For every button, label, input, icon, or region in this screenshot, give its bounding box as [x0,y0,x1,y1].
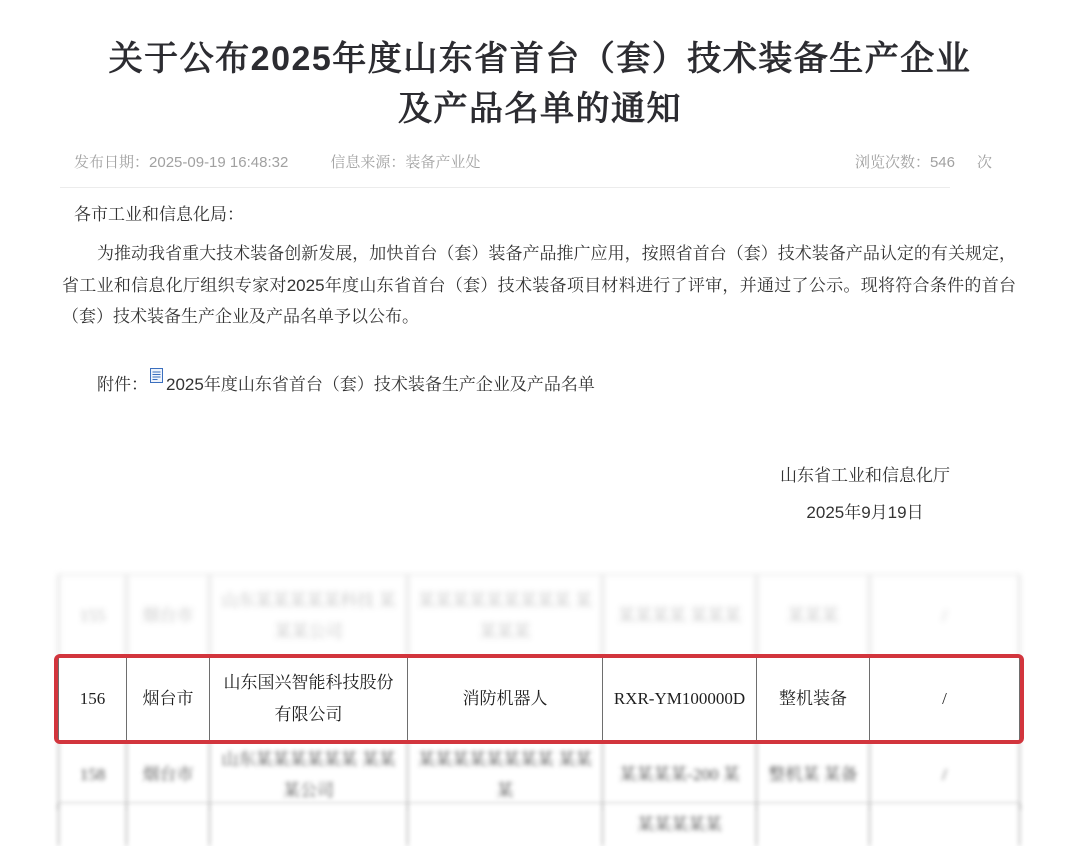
cell-model: 某某某某-200 某 [603,740,757,811]
cell-product [408,804,603,846]
attachment-label: 附件： [97,374,148,394]
table-row-blurred-above [58,574,1020,658]
info-source-label: 信息来源： [330,154,406,171]
notice-paragraph: 为推动我省重大技术装备创新发展，加快首台（套）装备产品推广应用，按照省首台（套）技术装备产品认定的有关规定，省工业和信息化厅组织专家对2025年度山东省首台（套）技术装备项目材料进行了评审，并通过了公示。现将符合条件的首台（套）技术装备生产企业及产品名单予以公布。 [62,244,1016,326]
cell-category [757,804,870,846]
cell-remark [870,804,1020,846]
cell-product: 消防机器人 [408,658,603,740]
attachment-link[interactable]: 2025年度山东省首台（套）技术装备生产企业及产品名单 [166,374,595,394]
publish-date [74,151,288,172]
cell-product: 某某某某某某某某某 某某某某 [408,575,603,658]
signature-block [780,457,950,531]
attachment-row [97,370,1020,395]
cell-no: 156 [58,658,127,740]
cell-city: 烟台市 [127,658,210,740]
cell-no [58,804,127,846]
cell-remark: / [870,740,1020,811]
publish-date-label: 发布日期： [74,154,150,171]
cell-city [127,804,210,846]
word-doc-icon [150,368,163,388]
table-row-blurred-partial [58,804,1020,846]
product-list-table [58,574,1020,846]
table-row-blurred-below [58,740,1020,804]
info-source [330,151,480,172]
cell-company: 山东国兴智能科技股份有限公司 [210,658,408,740]
cell-category: 整机装备 [757,658,870,740]
cell-category: 某某某 [757,575,870,658]
notice-page [0,34,1080,834]
publish-date-value: 2025-09-19 16:48:32 [149,154,289,171]
cell-company: 山东某某某某某科技 某某某公司 [210,575,408,658]
cell-model: RXR-YM100000D [603,658,757,740]
cell-model: 某某某某某 [603,804,757,846]
sign-date: 2025年9月19日 [806,502,924,522]
table-row-highlighted [58,658,1020,740]
page-title: 关于公布2025年度山东省首台（套）技术装备生产企业及产品名单的通知 [108,40,972,128]
cell-company: 山东某某某某某某 某某某公司 [210,740,408,811]
cell-city: 烟台市 [127,575,210,658]
view-count-value: 546 [929,154,955,171]
cell-no: 158 [58,740,127,811]
cell-no: 155 [58,575,127,658]
view-count [855,151,992,172]
cell-city: 烟台市 [127,740,210,811]
cell-model: 某某某某 某某某 [603,575,757,658]
info-source-value: 装备产业处 [405,154,481,171]
cell-company [210,804,408,846]
salutation: 各市工业和信息化局： [74,205,244,224]
cell-category: 整机某 某备 [757,740,870,811]
header-divider [60,187,950,188]
cell-product: 某某某某某某某某 某某某 [408,740,603,811]
cell-remark: / [870,575,1020,658]
signer-name: 山东省工业和信息化厅 [780,465,950,485]
view-count-label: 浏览次数： [854,154,930,171]
view-count-unit: 次 [976,154,992,171]
meta-bar [74,151,992,172]
cell-remark: / [870,658,1020,740]
